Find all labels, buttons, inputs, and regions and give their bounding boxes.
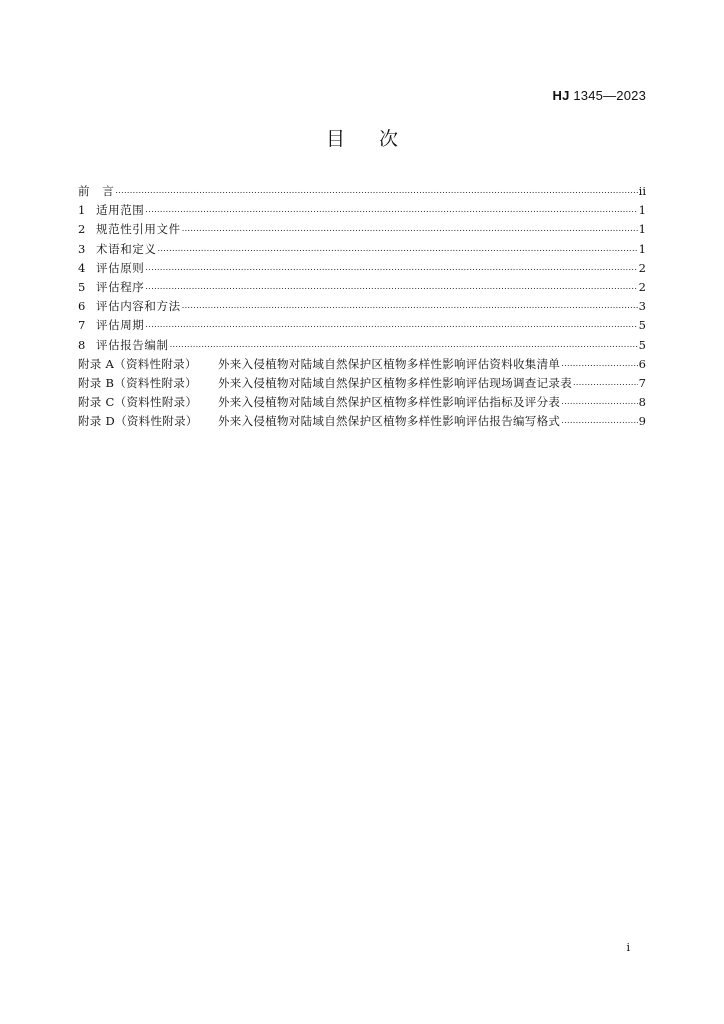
toc-entry-page: 1: [638, 241, 646, 256]
toc-entry-page: 3: [638, 299, 646, 314]
toc-entry-label: [78, 336, 169, 355]
toc-entry-title: 评估周期: [96, 318, 145, 333]
dot-leader: [170, 338, 638, 350]
toc-entry-page: 6: [638, 356, 646, 371]
toc-entry-page: 2: [638, 260, 646, 275]
toc-entry-label: [78, 297, 181, 316]
toc-entry-label: [78, 393, 560, 412]
toc-entry-page: 1: [638, 203, 646, 218]
toc-entry-1[interactable]: [78, 201, 646, 220]
appendix-prefix: 附录 A（资料性附录）: [78, 356, 197, 371]
appendix-prefix: 附录 D（资料性附录）: [78, 414, 198, 429]
toc-entry-title: 适用范围: [96, 203, 145, 218]
dot-leader: [182, 222, 638, 234]
document-code: [553, 88, 646, 103]
toc-entry-title: 评估内容和方法: [96, 299, 181, 314]
toc-entry-appendix-d[interactable]: [78, 412, 646, 431]
toc-entry-title: 术语和定义: [96, 241, 157, 256]
dot-leader: [145, 280, 637, 292]
toc-entry-page: 2: [638, 279, 646, 294]
toc-entry-label: [78, 355, 560, 374]
toc-entry-title: 外来入侵植物对陆域自然保护区植物多样性影响评估指标及评分表: [218, 395, 561, 410]
dot-leader: [561, 357, 637, 369]
toc-entry-label: [78, 201, 144, 220]
toc-entry-number: 2: [78, 222, 86, 237]
page-number: i: [626, 941, 630, 954]
toc-entry-2[interactable]: [78, 220, 646, 239]
dot-leader: [158, 242, 638, 254]
page-title: 目次: [325, 128, 432, 150]
toc-entry-number: 5: [78, 279, 86, 294]
toc-entry-label: [78, 240, 157, 259]
toc-entry-page: 7: [638, 375, 646, 390]
toc-entry-label: [78, 316, 144, 335]
toc-entry-5[interactable]: [78, 278, 646, 297]
toc-entry-number: 4: [78, 260, 86, 275]
dot-leader: [145, 318, 637, 330]
dot-leader: [145, 203, 637, 215]
toc-entry-foreword[interactable]: [78, 182, 646, 201]
toc-entry-page: 5: [638, 318, 646, 333]
toc-entry-title: 前 言: [78, 184, 115, 198]
toc-entry-3[interactable]: [78, 240, 646, 259]
toc-entry-appendix-a[interactable]: [78, 355, 646, 374]
toc-entry-page: 5: [638, 337, 646, 352]
toc-entry-title: 规范性引用文件: [96, 222, 181, 237]
appendix-prefix: 附录 C（资料性附录）: [78, 395, 198, 410]
toc-entry-label: [78, 374, 572, 393]
toc-entry-number: 8: [78, 337, 86, 352]
toc-entry-label: [78, 220, 181, 239]
toc-entry-number: 1: [78, 203, 86, 218]
dot-leader: [145, 261, 637, 273]
toc-entry-title: 外来入侵植物对陆域自然保护区植物多样性影响评估现场调查记录表: [218, 375, 572, 390]
toc-entry-7[interactable]: [78, 316, 646, 335]
toc-entry-page: 9: [638, 414, 646, 429]
toc-entry-label: [78, 259, 144, 278]
toc-entry-title: 评估原则: [96, 260, 145, 275]
standard-number: 1345—2023: [569, 88, 646, 103]
toc-entry-number: 3: [78, 241, 86, 256]
toc-entry-label: [78, 182, 114, 201]
toc-entry-4[interactable]: [78, 259, 646, 278]
standard-prefix: HJ: [552, 88, 570, 103]
appendix-prefix: 附录 B（资料性附录）: [78, 375, 197, 390]
toc-entry-title: 外来入侵植物对陆域自然保护区植物多样性影响评估资料收集清单: [218, 356, 561, 371]
toc-entry-title: 评估报告编制: [96, 337, 169, 352]
toc-entry-page: ii: [638, 184, 646, 198]
dot-leader: [115, 184, 637, 196]
toc-entry-6[interactable]: [78, 297, 646, 316]
toc-entry-number: 7: [78, 318, 86, 333]
toc-entry-title: 评估程序: [96, 279, 145, 294]
toc-entry-appendix-c[interactable]: [78, 393, 646, 412]
dot-leader: [573, 376, 638, 388]
toc-entry-appendix-b[interactable]: [78, 374, 646, 393]
dot-leader: [561, 414, 637, 426]
toc-entry-label: [78, 278, 144, 297]
toc-entry-page: 1: [638, 222, 646, 237]
toc-entry-label: [78, 412, 560, 431]
table-of-contents: [78, 182, 646, 431]
toc-entry-page: 8: [638, 395, 646, 410]
dot-leader: [182, 299, 638, 311]
toc-entry-8[interactable]: [78, 336, 646, 355]
dot-leader: [561, 395, 637, 407]
toc-entry-number: 6: [78, 299, 86, 314]
toc-entry-title: 外来入侵植物对陆域自然保护区植物多样性影响评估报告编写格式: [218, 414, 561, 429]
